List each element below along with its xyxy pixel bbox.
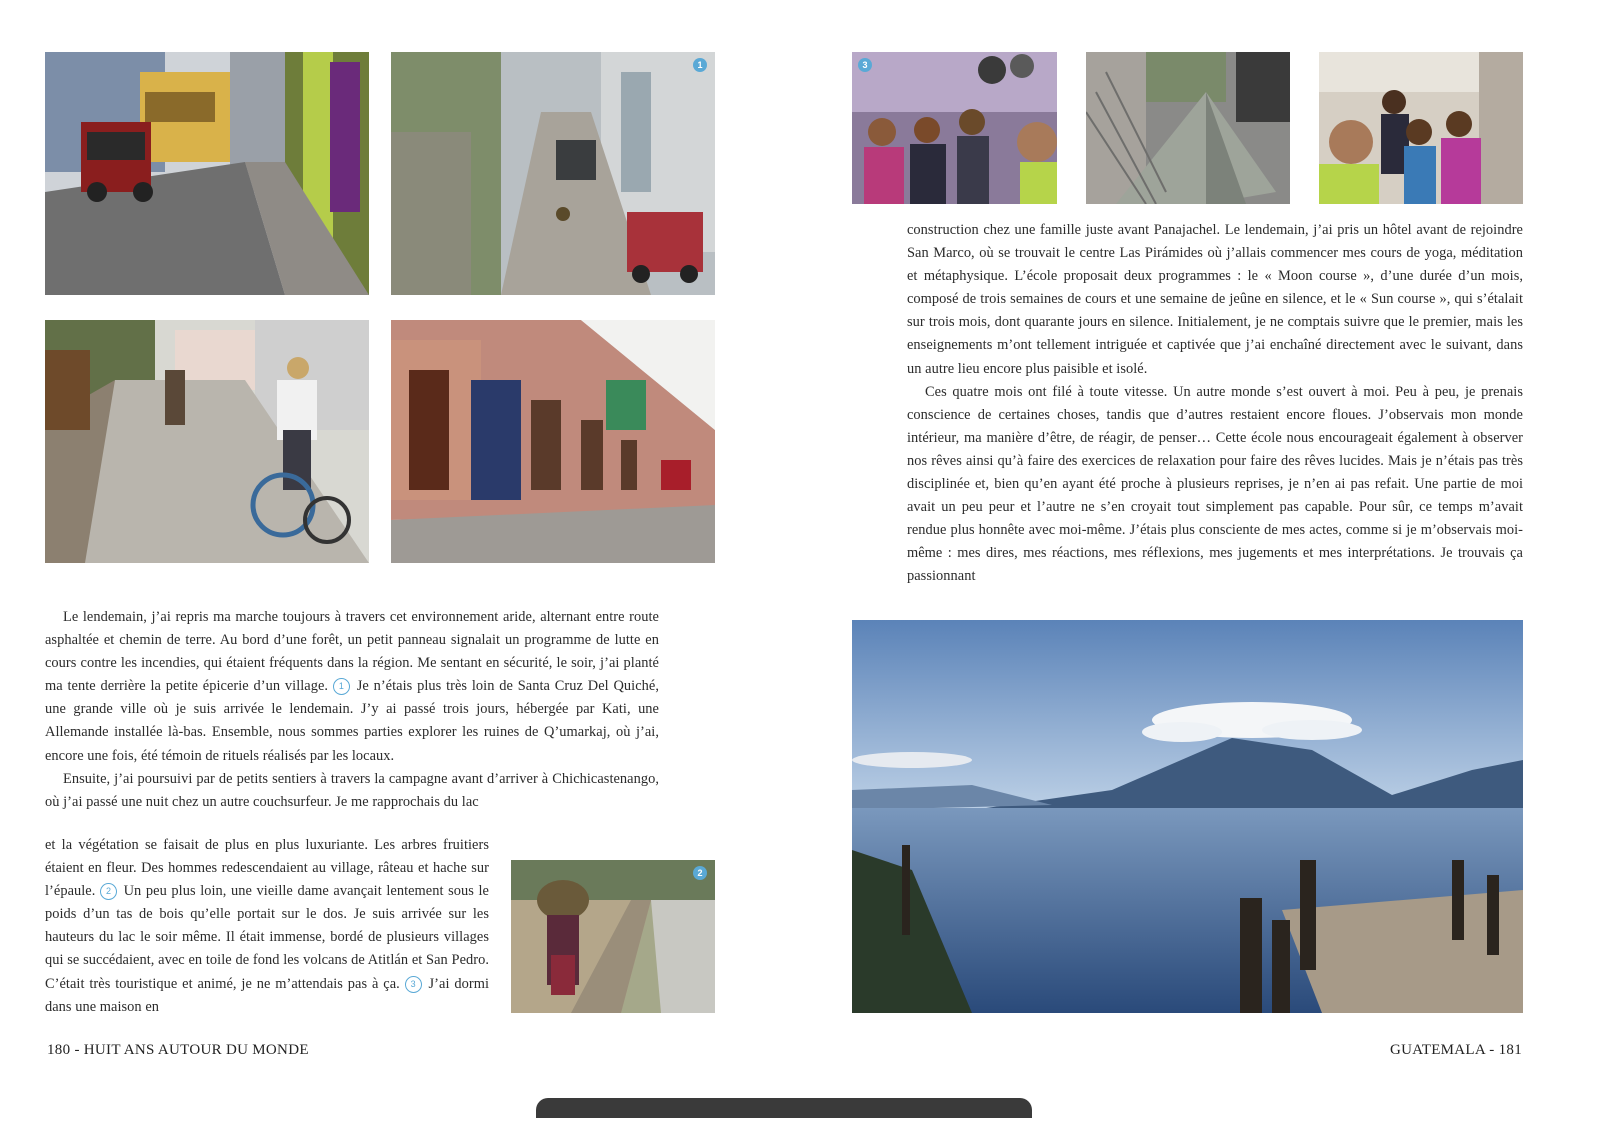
paragraph: Ensuite, j’ai poursuivi par de petits sentiers à travers la campagne avant d’arriver à Chichicastenango, où j’ai passé une nuit chez un autre couchsurfeur. Je me rapprochais du lac xyxy=(45,770,659,810)
photo-number-badge: 3 xyxy=(858,58,872,72)
photo-number-badge: 1 xyxy=(693,58,707,72)
photo-steep-street xyxy=(391,52,715,295)
left-page-footer: 180 - HUIT ANS AUTOUR DU MONDE xyxy=(47,1042,309,1058)
text-run: Le lendemain, j’ai repris ma marche toujours à travers cet environnement aride, alternant entre route asphaltée et chemin de terre. Au bord d’une forêt, un petit panneau signalait un programme de lutte en cours contre les incendies, qui étaient fréquents dans la région. Me sentant en sécurité, le soir, j’ai planté ma tente derrière la petite épicerie d’un village. xyxy=(45,609,659,695)
text-run: J’ai dormi dans une maison en xyxy=(45,975,489,1015)
left-narrow-text xyxy=(45,834,489,1019)
viewer-scroll-bar[interactable] xyxy=(536,1098,1032,1118)
paragraph xyxy=(45,606,659,768)
photo-reference-icon: 2 xyxy=(100,883,117,900)
photo-woman-carrying-wood xyxy=(511,860,715,1013)
paragraph xyxy=(45,834,489,1019)
photo-number-badge: 2 xyxy=(693,866,707,880)
photo-reference-icon: 1 xyxy=(333,678,350,695)
photo-group-selfie-shop xyxy=(852,52,1057,204)
right-main-text xyxy=(907,219,1523,589)
photo-reference-icon: 3 xyxy=(405,976,422,993)
photo-colonial-street xyxy=(391,320,715,563)
text-run: Je n’étais plus très loin de Santa Cruz Del Quiché, une grande ville où je suis arrivée le lendemain. J’y ai passé trois jours, hébergée par Kati, une Allemande installée là-bas. Ensemble, nous sommes parties explorer les ruines de Q’umarkaj, où j’ai, encore une fois, été témoin de rituels réalisés par les locaux. xyxy=(45,678,659,764)
photo-cyclist xyxy=(45,320,369,563)
text-run: et la végétation se faisait de plus en plus luxuriante. Les arbres fruitiers étaient en fleur. Des hommes redescendaient au village, râteau et hache sur l’épaule. xyxy=(45,837,489,900)
photo-selfie-with-girls xyxy=(1319,52,1523,204)
left-main-text xyxy=(45,606,659,814)
right-page-footer: GUATEMALA - 181 xyxy=(1390,1042,1522,1058)
photo-tent xyxy=(1086,52,1290,204)
paragraph: Ces quatre mois ont filé à toute vitesse. Un autre monde s’est ouvert à moi. Peu à peu, je prenais conscience de certaines choses, tandis que d’autres restaient encore floues. J’observais mon monde intérieur, ma manière d’être, de réagir, de penser… Cette école nous encourageait également à observer nos rêves ainsi qu’à faire des exercices de relaxation pour faire des rêves lucides. Mais je n’étais pas très disciplinée et, bien qu’en ayant été proche à plusieurs reprises, je n’en ai pas refait. Une partie de moi avait un peu peur et l’autre ne s’en croyait tout simplement pas capable. Pour sûr, ce temps m’avait rendue plus honnête avec moi-même. J’étais plus consciente de mes actes, comme si je m’observais moi-même : mes dires, mes réactions, mes réflexions, mes jugements et mes interprétations. Je trouvais ça passionnant xyxy=(907,383,1523,585)
photo-lake-atitlan xyxy=(852,620,1523,1013)
text-run: Un peu plus loin, une vieille dame avançait lentement sous le poids d’un tas de bois qu’elle portait sur le dos. Je suis arrivée sur les hauteurs du lac le soir même. Il était immense, bordé de plusieurs villages qui se succédaient, avec en toile de fond les volcans de Atitlán et San Pedro. C’était très touristique et animé, je ne m’attendais pas à ça. xyxy=(45,883,489,992)
paragraph: construction chez une famille juste avant Panajachel. Le lendemain, j’ai pris un hôtel avant de rejoindre San Marco, où se trouvait le centre Las Pirámides où j’allais commencer mes cours de yoga, méditation et métaphysique. L’école proposait deux programmes : le « Moon course », d’une durée d’un mois, composé de trois semaines de cours et une semaine de jeûne en silence, et le « Sun course », qui s’étalait sur trois mois, dont quarante jours en silence. Initialement, je ne comptais suivre que le premier, mais les enseignements m’ont tellement intriguée et captivée que j’ai enchaîné directement avec le suivant, dans un autre lieu encore plus paisible et isolé. xyxy=(907,222,1523,377)
photo-street-tuktuk xyxy=(45,52,369,295)
